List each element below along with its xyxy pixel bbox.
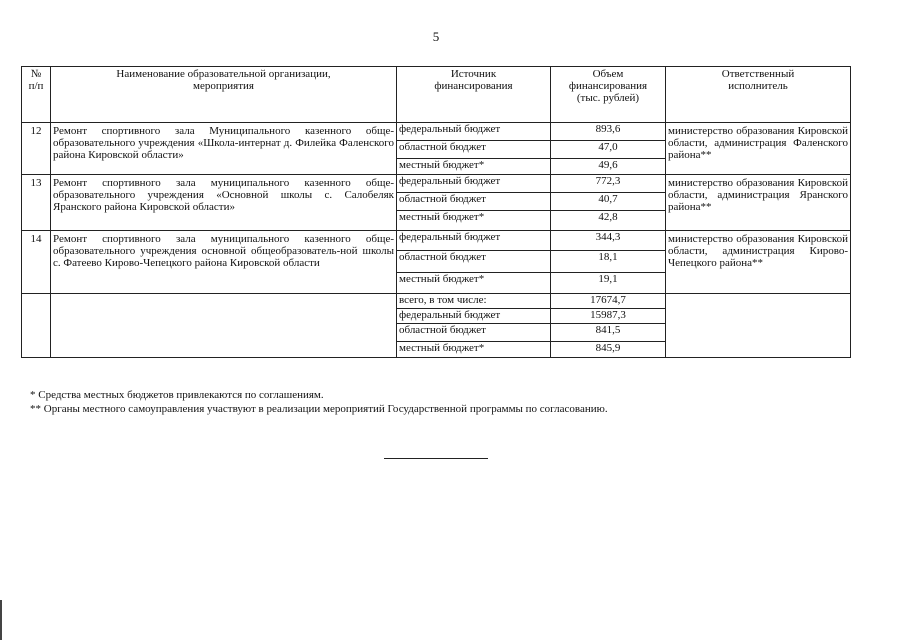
- row-number: 14: [22, 231, 51, 294]
- funding-source: областной бюджет: [397, 141, 551, 159]
- totals-amount: 15987,3: [551, 309, 666, 324]
- funding-source: федеральный бюджет: [397, 123, 551, 141]
- totals-blank-number: [22, 294, 51, 358]
- funding-amount: 42,8: [551, 211, 666, 231]
- totals-amount: 841,5: [551, 324, 666, 342]
- funding-table: [21, 66, 851, 358]
- totals-source: федеральный бюджет: [397, 309, 551, 324]
- table-row: [22, 231, 851, 251]
- totals-blank-name: [51, 294, 397, 358]
- funding-amount: 893,6: [551, 123, 666, 141]
- funding-source: федеральный бюджет: [397, 231, 551, 251]
- header-responsible: Ответственный исполнитель: [666, 67, 851, 123]
- funding-amount: 772,3: [551, 175, 666, 193]
- totals-blank-responsible: [666, 294, 851, 358]
- row-number: 12: [22, 123, 51, 175]
- funding-source: областной бюджет: [397, 251, 551, 273]
- footnote-local-budgets: * Средства местных бюджетов привлекаются по соглашениям.: [30, 389, 324, 401]
- funding-source: местный бюджет*: [397, 273, 551, 294]
- funding-amount: 344,3: [551, 231, 666, 251]
- organization-name: Ремонт спортивного зала Муниципального казенного обще-образовательного учреждения «Школа-интернат д. Филейка Фаленского района Кировской области»: [51, 123, 397, 175]
- footnote-local-government: ** Органы местного самоуправления участвуют в реализации мероприятий Государственной программы по согласованию.: [30, 403, 608, 415]
- table-header-row: [22, 67, 851, 123]
- scan-edge-mark: [0, 600, 2, 640]
- table-row: [22, 175, 851, 193]
- responsible-executor: министерство образования Кировской области, администрация Кирово-Чепецкого района**: [666, 231, 851, 294]
- funding-source: местный бюджет*: [397, 159, 551, 175]
- totals-amount: 845,9: [551, 342, 666, 358]
- totals-row: [22, 294, 851, 309]
- header-organization: Наименование образовательной организации, мероприятия: [51, 67, 397, 123]
- funding-source: федеральный бюджет: [397, 175, 551, 193]
- funding-amount: 47,0: [551, 141, 666, 159]
- row-number: 13: [22, 175, 51, 231]
- header-funding-source: Источник финансирования: [397, 67, 551, 123]
- funding-amount: 19,1: [551, 273, 666, 294]
- closing-rule: [384, 458, 488, 459]
- table-row: [22, 123, 851, 141]
- funding-amount: 18,1: [551, 251, 666, 273]
- funding-amount: 49,6: [551, 159, 666, 175]
- responsible-executor: министерство образования Кировской области, администрация Фаленского района**: [666, 123, 851, 175]
- funding-amount: 40,7: [551, 193, 666, 211]
- totals-source: областной бюджет: [397, 324, 551, 342]
- totals-amount: 17674,7: [551, 294, 666, 309]
- totals-source: местный бюджет*: [397, 342, 551, 358]
- header-number: № п/п: [22, 67, 51, 123]
- organization-name: Ремонт спортивного зала муниципального казенного обще-образовательного учреждения «Основной школы с. Салобеляк Яранского района Кировской области»: [51, 175, 397, 231]
- funding-source: местный бюджет*: [397, 211, 551, 231]
- totals-source: всего, в том числе:: [397, 294, 551, 309]
- organization-name: Ремонт спортивного зала муниципального казенного обще-образовательного учреждения основной общеобразователь-ной школы с. Фатеево Кирово-Чепецкого района Кировской области: [51, 231, 397, 294]
- responsible-executor: министерство образования Кировской области, администрация Яранского района**: [666, 175, 851, 231]
- header-funding-amount: Объем финансирования (тыс. рублей): [551, 67, 666, 123]
- page-number: 5: [432, 29, 440, 44]
- footnotes: [30, 388, 850, 416]
- funding-source: областной бюджет: [397, 193, 551, 211]
